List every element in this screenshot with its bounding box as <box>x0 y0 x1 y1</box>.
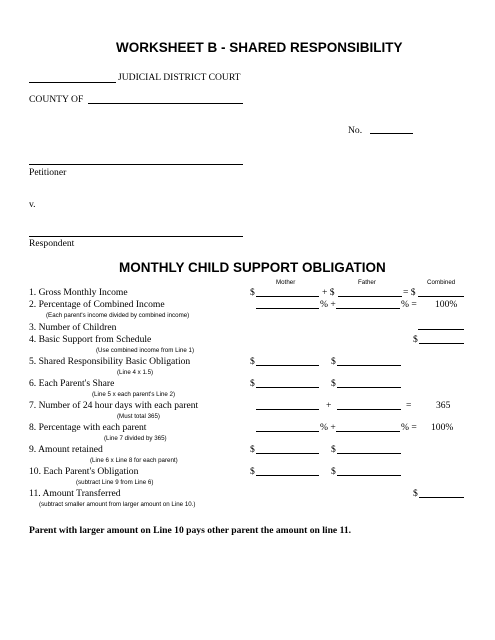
line7-mother-field[interactable] <box>256 409 319 410</box>
line1-father-dollar: + $ <box>322 287 335 298</box>
line3-label: 3. Number of Children <box>29 322 117 333</box>
court-label: JUDICIAL DISTRICT COURT <box>118 72 241 83</box>
line9-mother-dollar: $ <box>250 444 255 455</box>
line7-father-symbol: + <box>326 400 332 411</box>
petitioner-field[interactable] <box>29 164 243 165</box>
line2-father-symbol: % + <box>320 299 336 310</box>
line6-note: (Line 5 x each parent's Line 2) <box>92 391 176 398</box>
line5-father-field[interactable] <box>337 365 401 366</box>
line1-mother-dollar: $ <box>250 287 255 298</box>
line5-note: (Line 4 x 1.5) <box>117 369 154 376</box>
line1-mother-field[interactable] <box>256 296 319 297</box>
versus-label: v. <box>29 199 36 210</box>
line10-mother-field[interactable] <box>256 475 319 476</box>
line1-combined-field[interactable] <box>418 296 464 297</box>
line5-mother-dollar: $ <box>250 356 255 367</box>
line8-father-field[interactable] <box>336 431 400 432</box>
line8-combined-symbol: % = <box>401 422 417 433</box>
worksheet-title: WORKSHEET B - SHARED RESPONSIBILITY <box>116 40 403 55</box>
line8-father-symbol: % + <box>320 422 336 433</box>
line5-mother-field[interactable] <box>256 365 319 366</box>
line11-combined-dollar: $ <box>413 488 418 499</box>
line4-label: 4. Basic Support from Schedule <box>29 334 152 345</box>
county-label: COUNTY OF <box>29 94 84 105</box>
line8-note: (Line 7 divided by 365) <box>104 435 167 442</box>
case-number-label: No. <box>348 125 363 136</box>
line9-father-dollar: $ <box>331 444 336 455</box>
line10-father-field[interactable] <box>337 475 401 476</box>
line11-label: 11. Amount Transferred <box>29 488 121 499</box>
line6-mother-field[interactable] <box>256 387 319 388</box>
column-father: Father <box>358 279 376 286</box>
line5-label: 5. Shared Responsibility Basic Obligation <box>29 356 191 367</box>
county-field[interactable] <box>88 103 243 104</box>
line6-label: 6. Each Parent's Share <box>29 378 115 389</box>
footer-instruction: Parent with larger amount on Line 10 pays other parent the amount on line 11. <box>29 525 352 536</box>
line2-father-field[interactable] <box>336 308 400 309</box>
line4-combined-dollar: $ <box>413 334 418 345</box>
line7-note: (Must total 365) <box>117 413 160 420</box>
district-number-field[interactable] <box>29 82 116 83</box>
line10-father-dollar: $ <box>331 466 336 477</box>
column-combined: Combined <box>427 279 456 286</box>
line6-mother-dollar: $ <box>250 378 255 389</box>
line9-label: 9. Amount retained <box>29 444 103 455</box>
line2-label: 2. Percentage of Combined Income <box>29 299 165 310</box>
line2-total: 100% <box>435 299 458 310</box>
column-mother: Mother <box>276 279 296 286</box>
line7-label: 7. Number of 24 hour days with each parent <box>29 400 199 411</box>
line2-note: (Each parent's income divided by combined income) <box>46 312 190 319</box>
line10-note: (subtract Line 9 from Line 6) <box>76 479 154 486</box>
line1-father-field[interactable] <box>338 296 402 297</box>
line2-mother-field[interactable] <box>256 308 319 309</box>
line6-father-dollar: $ <box>331 378 336 389</box>
line7-combined-symbol: = <box>406 400 412 411</box>
line4-combined-field[interactable] <box>419 343 464 344</box>
line8-total: 100% <box>431 422 454 433</box>
line1-combined-dollar: = $ <box>403 287 416 298</box>
line6-father-field[interactable] <box>337 387 401 388</box>
line7-father-field[interactable] <box>337 409 401 410</box>
line2-combined-symbol: % = <box>401 299 417 310</box>
petitioner-label: Petitioner <box>29 167 67 178</box>
line7-total: 365 <box>436 400 451 411</box>
line10-mother-dollar: $ <box>250 466 255 477</box>
line4-note: (Use combined income from Line 1) <box>96 347 195 354</box>
line8-mother-field[interactable] <box>256 431 319 432</box>
line9-mother-field[interactable] <box>256 453 319 454</box>
line1-label: 1. Gross Monthly Income <box>29 287 128 298</box>
line11-note: (subtract smaller amount from larger amount on Line 10.) <box>39 501 196 508</box>
case-number-field[interactable] <box>370 133 413 134</box>
line9-father-field[interactable] <box>337 453 401 454</box>
line9-note: (Line 6 x Line 8 for each parent) <box>90 457 178 464</box>
respondent-field[interactable] <box>29 236 243 237</box>
line3-combined-field[interactable] <box>418 329 464 330</box>
line8-label: 8. Percentage with each parent <box>29 422 147 433</box>
section-title: MONTHLY CHILD SUPPORT OBLIGATION <box>119 260 386 275</box>
line11-combined-field[interactable] <box>419 497 464 498</box>
line10-label: 10. Each Parent's Obligation <box>29 466 139 477</box>
respondent-label: Respondent <box>29 238 75 249</box>
line5-father-dollar: $ <box>331 356 336 367</box>
